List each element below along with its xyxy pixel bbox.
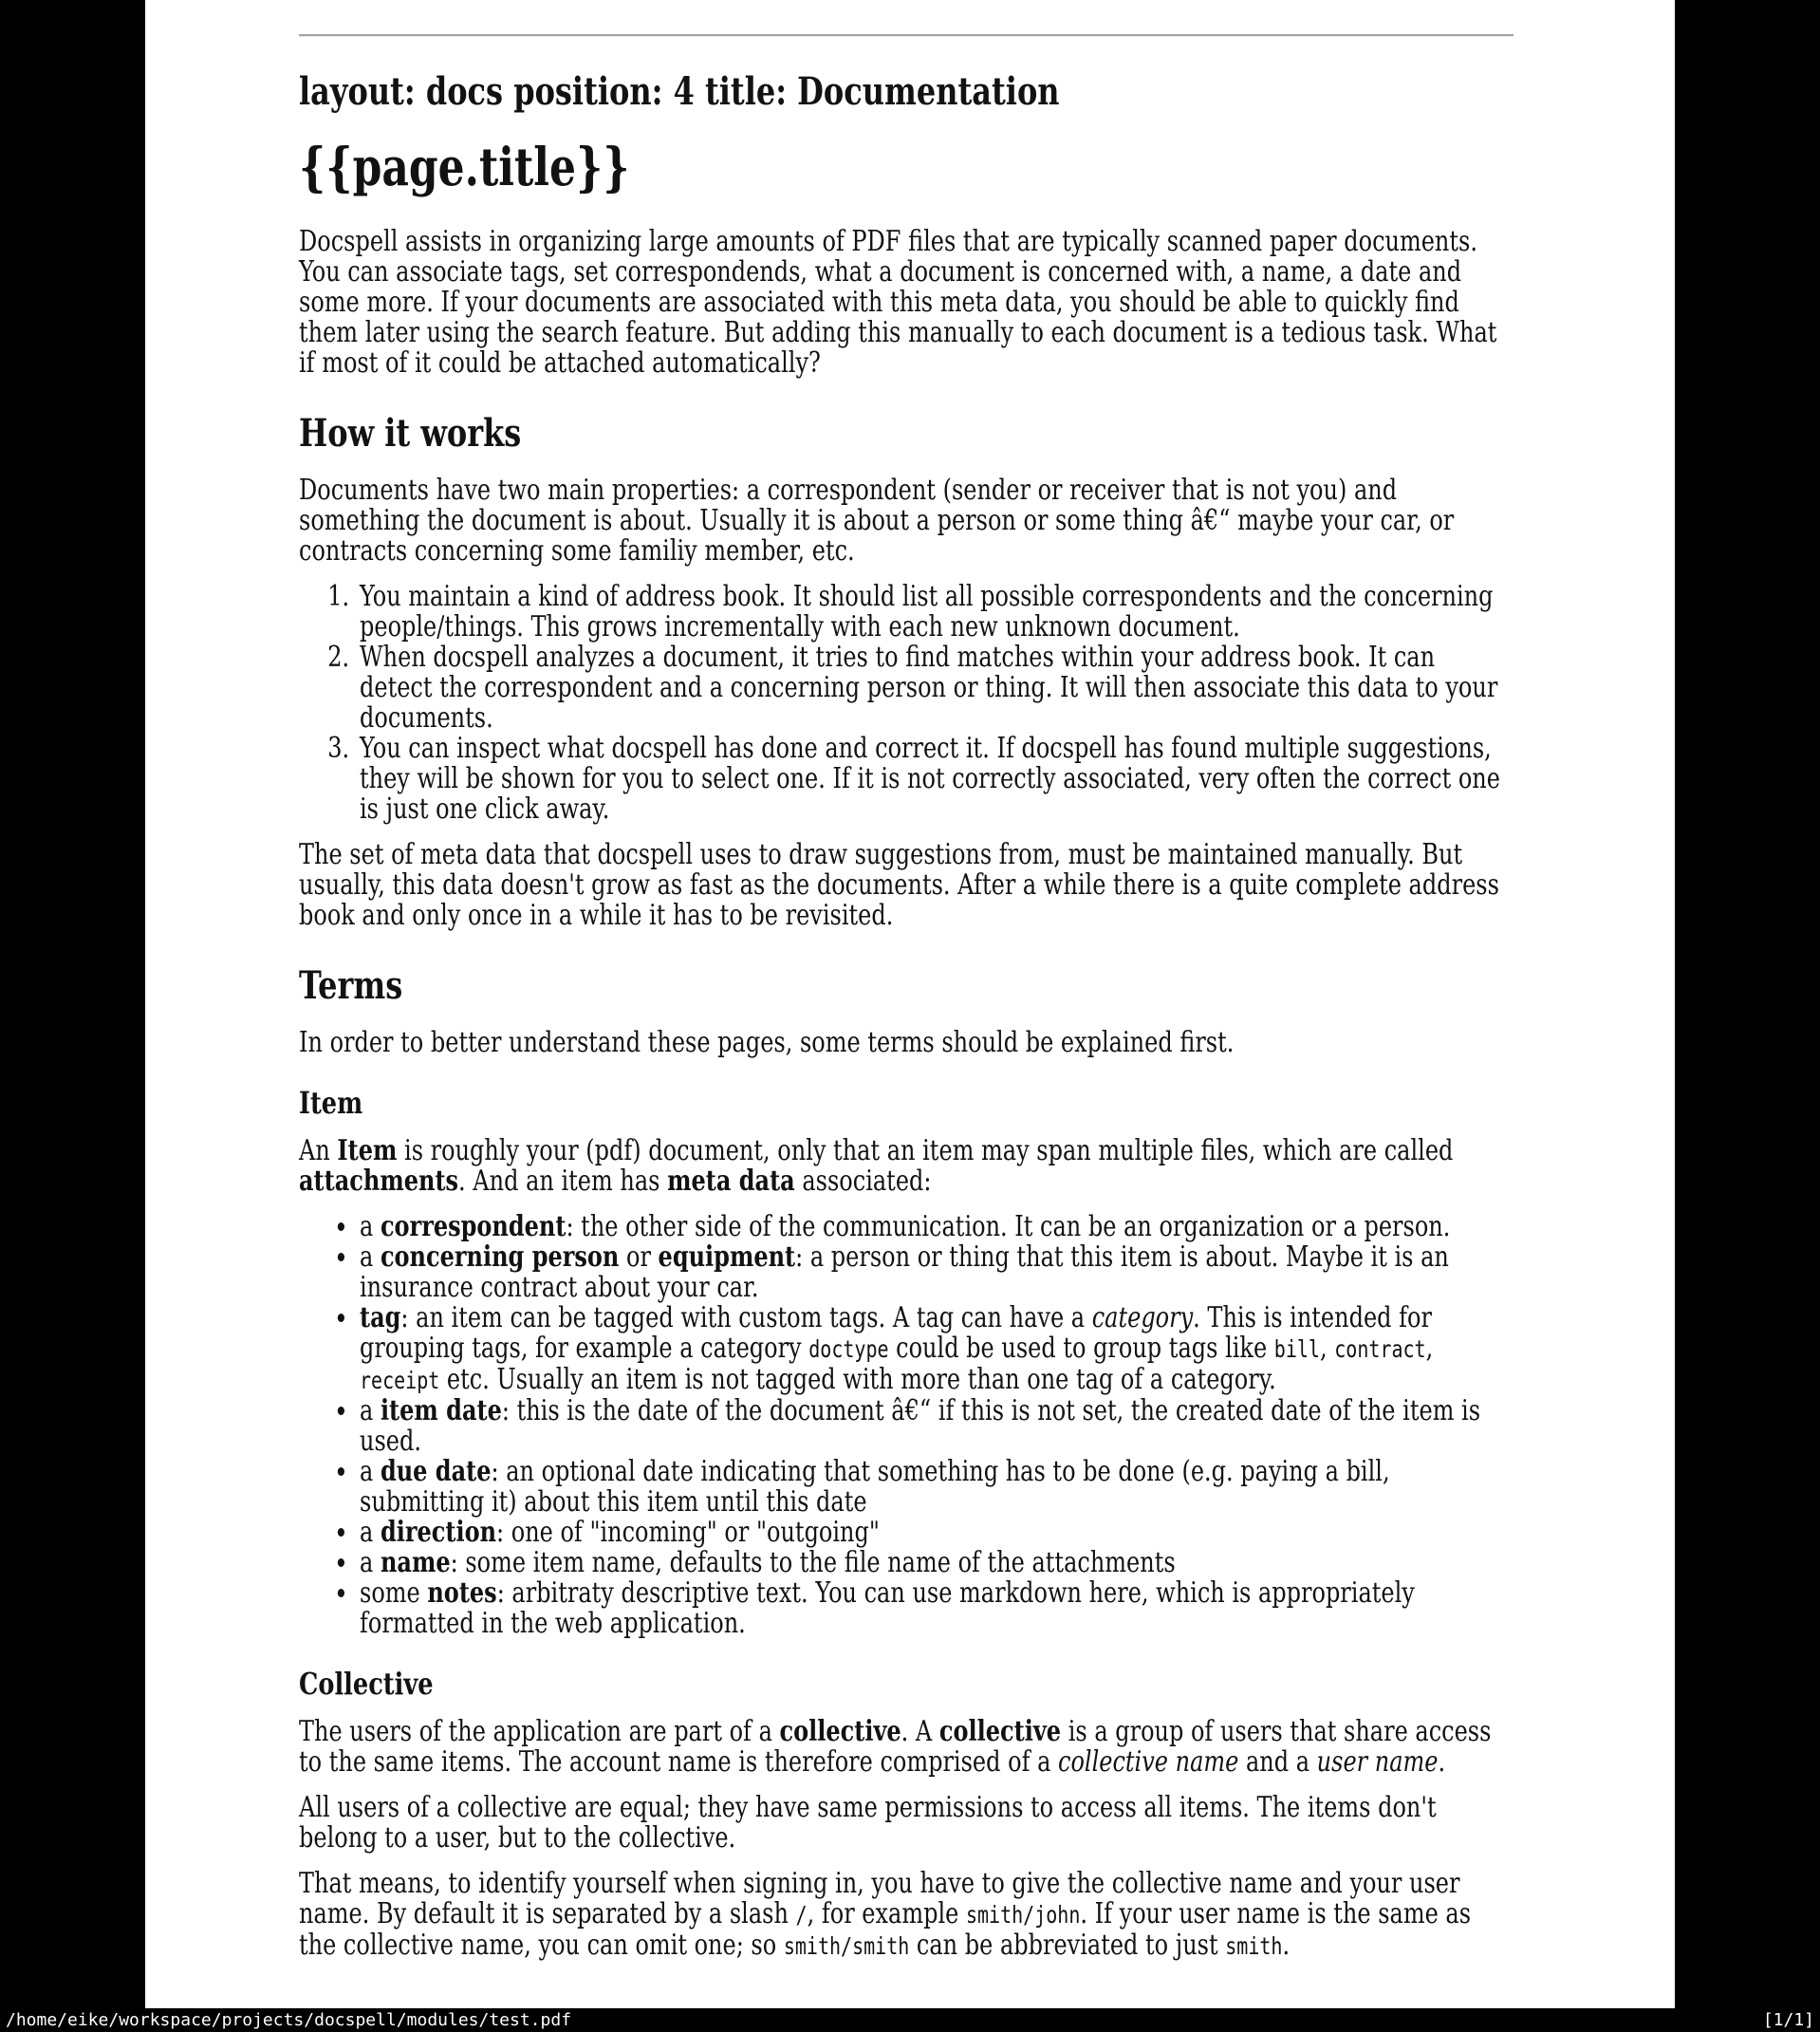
bold-text: name (380, 1546, 451, 1579)
list-item: • a due date: an optional date indicating that something has to be done (e.g. paying a bill, submitting it) about this item until this date (357, 1457, 1514, 1518)
paragraph: Documents have two main properties: a correspondent (sender or receiver that is not you) and something the document is about. Usually it is about a person or some thing â€“ maybe your car, or contracts concerning some familiy member, etc. (299, 474, 1455, 568)
bold-text: attachments (299, 1165, 459, 1198)
inline-code: doctype (808, 1335, 889, 1363)
list-item: • tag: an item can be tagged with custom tags. A tag can have a category. This is intended for grouping tags, for example a category doctype could be used to group tags like bill, contract, receipt etc. Usually an item is not tagged with more than one tag of a category. (357, 1303, 1514, 1396)
horizontal-rule (299, 34, 1514, 37)
list-item: • some notes: arbitraty descriptive text. You can use markdown here, which is appropriately formatted in the web application. (357, 1578, 1514, 1639)
list-item: • a name: some item name, defaults to the file name of the attachments (357, 1548, 1514, 1578)
inline-code: / (795, 1901, 808, 1929)
bold-text: Item (337, 1134, 398, 1167)
file-path: /home/eike/workspace/projects/docspell/modules/test.pdf (6, 2010, 572, 2030)
paragraph: The set of meta data that docspell uses to draw suggestions from, must be maintained manually. But usually, this data doesn't grow as fast as the documents. After a while there is a quite complete address book and only once in a while it has to be revisited. (299, 838, 1499, 932)
document-content (299, 0, 1514, 1977)
paragraph: That means, to identify yourself when signing in, you have to give the collective name and your user name. By default it is separated by a slash /, for example smith/john. If your user name is the same as the collective name, you can omit one; so smith/smith can be abbreviated to just smith. (299, 1867, 1472, 1962)
inline-code: smith (1225, 1932, 1283, 1960)
paragraph: All users of a collective are equal; they have same permissions to access all items. The items don't belong to a user, but to the collective. (299, 1791, 1437, 1855)
statusbar (0, 2008, 1820, 2032)
list-item: • a item date: this is the date of the document â€“ if this is not set, the created date of the item is used. (357, 1396, 1514, 1457)
italic-text: category (1091, 1301, 1194, 1334)
italic-text: user name (1316, 1745, 1439, 1779)
bold-text: correspondent (380, 1210, 566, 1243)
bold-text: item date (380, 1394, 502, 1427)
bold-text: notes (427, 1576, 497, 1610)
inline-code: bill (1273, 1335, 1320, 1363)
inline-code: receipt (360, 1367, 440, 1394)
list-item: • a concerning person or equipment: a person or thing that this item is about. Maybe it is an insurance contract about your car. (357, 1242, 1514, 1303)
bold-text: equipment (658, 1240, 796, 1274)
paragraph: An Item is roughly your (pdf) document, only that an item may span multiple files, which are called attachments. And an item has meta data associated: (299, 1134, 1454, 1198)
bold-text: concerning person (380, 1240, 620, 1274)
bullet-list (299, 1212, 1514, 1639)
section-heading: How it works (299, 411, 522, 456)
pdf-page[interactable] (145, 0, 1675, 2008)
list-item: • a correspondent: the other side of the communication. It can be an organization or a person. (357, 1212, 1514, 1242)
paragraph: The users of the application are part of a collective. A collective is a group of users that share access to the same items. The account name is therefore comprised of a collective name and a user name. (299, 1715, 1492, 1779)
bold-text: due date (380, 1455, 492, 1488)
inline-code: smith/smith (783, 1932, 910, 1960)
bold-text: tag (360, 1301, 401, 1334)
inline-code: contract (1334, 1335, 1426, 1363)
subsection-heading: Item (299, 1085, 363, 1121)
numbered-list (299, 582, 1514, 825)
paragraph: In order to better understand these pages, some terms should be explained first. (299, 1026, 1235, 1059)
list-item: 2. When docspell analyzes a document, it tries to find matches within your address book. It can detect the correspondent and a concerning person or thing. It will then associate this data to your documents. (357, 643, 1514, 734)
list-item: • a direction: one of "incoming" or "outgoing" (357, 1518, 1514, 1548)
inline-code: smith/john (965, 1901, 1081, 1929)
paragraph: Docspell assists in organizing large amounts of PDF files that are typically scanned paper documents. You can associate tags, set correspondends, what a document is concerned with, a name, a date and some more. If your documents are associated with this meta data, you should be able to quickly find them later using the search feature. But adding this manually to each document is a tedious task. What if most of it could be attached automatically? (299, 225, 1497, 380)
list-item: 3. You can inspect what docspell has done and correct it. If docspell has found multiple suggestions, they will be shown for you to select one. If it is not correctly associated, very often the correct one is just one click away. (357, 734, 1514, 825)
page-title: {{page.title}} (299, 136, 630, 197)
bold-text: collective (779, 1715, 901, 1748)
italic-text: collective name (1058, 1745, 1239, 1779)
list-item: 1. You maintain a kind of address book. It should list all possible correspondents and the concerning people/things. This grows incrementally with each new unknown document. (357, 582, 1514, 643)
bold-text: collective (938, 1715, 1062, 1748)
bold-text: direction (380, 1516, 497, 1549)
section-heading: layout: docs position: 4 title: Documentation (299, 69, 1060, 114)
bold-text: meta data (667, 1165, 795, 1198)
page-indicator: [1/1] (1762, 2010, 1814, 2030)
section-heading: Terms (299, 963, 403, 1008)
subsection-heading: Collective (299, 1666, 434, 1702)
